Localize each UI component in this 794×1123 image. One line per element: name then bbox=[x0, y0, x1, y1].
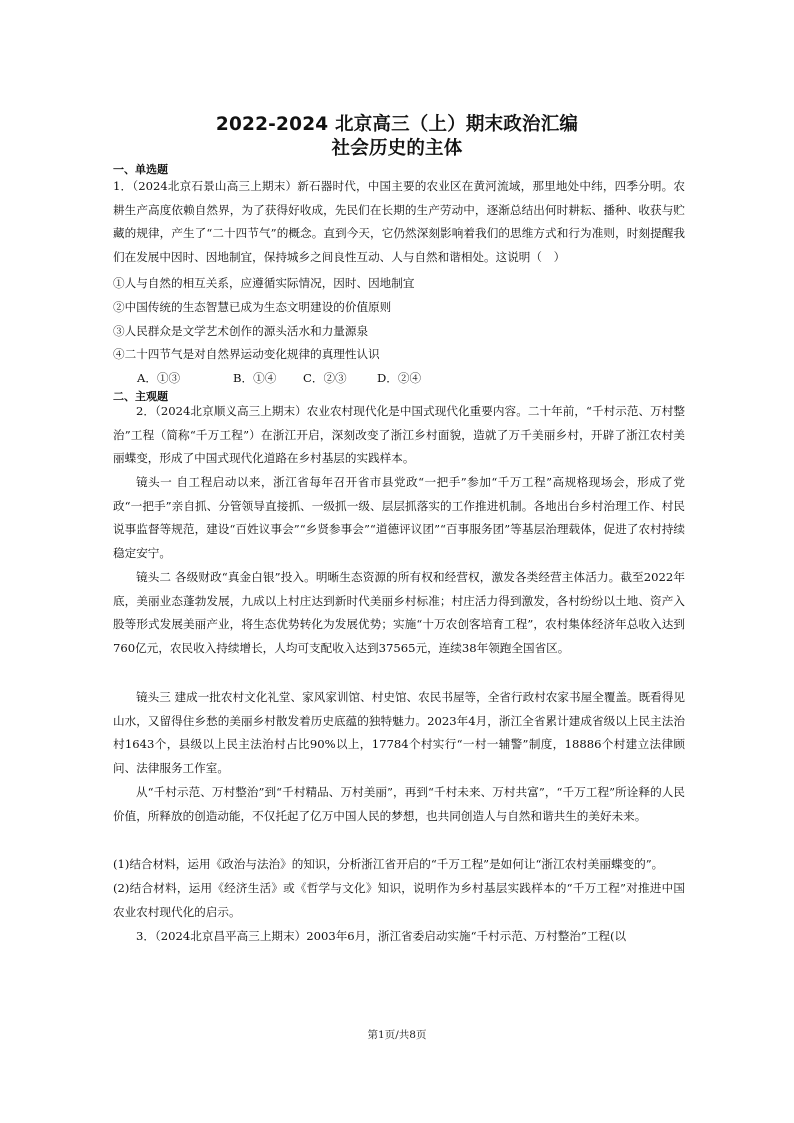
choice-c[interactable]: C．②③ bbox=[303, 371, 347, 385]
question-2-intro: 2．（2024北京顺义高三上期末）农业农村现代化是中国式现代化重要内容。二十年前，“千村示范、万村整治”工程（简称“千万工程”）在浙江开启，深刻改变了浙江乡村面貌，造就了万千美丽乡村，开辟了浙江农村美丽蝶变，形成了中国式现代化道路在乡村基层的实践样本。 bbox=[113, 404, 685, 466]
question-2-sub-1: (1)结合材料，运用《政治与法治》的知识，分析浙江省开启的“千万工程”是如何让“浙江农村美丽蝶变的”。 bbox=[113, 857, 664, 871]
question-2-summary: 从“千村示范、万村整治”到“千村精品、万村美丽”，再到“千村未来、万村共富”，“千万工程”所诠释的人民价值，所释放的创造动能，不仅托起了亿万中国人民的梦想，也共同创造人与自然和谐共生的美好未来。 bbox=[113, 785, 685, 823]
question-2-sub-2: (2)结合材料，运用《经济生活》或《哲学与文化》知识，说明作为乡村基层实践样本的“千万工程”对推进中国农业农村现代化的启示。 bbox=[113, 881, 685, 919]
document-subtitle: 社会历史的主体 bbox=[331, 138, 463, 159]
choice-b[interactable]: B．①④ bbox=[233, 371, 277, 385]
statement-3: ③人民群众是文学艺术创作的源头活水和力量源泉 bbox=[113, 324, 369, 338]
question-3-intro: 3．（2024北京昌平高三上期末）2003年6月，浙江省委启动实施“千村示范、万村整治”工程(以 bbox=[136, 929, 627, 943]
document-title: 2022-2024 北京高三（上）期末政治汇编 bbox=[215, 114, 579, 135]
statement-1: ①人与自然的相互关系，应遵循实际情况，因时、因地制宜 bbox=[113, 276, 415, 290]
choice-a[interactable]: A．①③ bbox=[137, 371, 181, 385]
question-2-lens-3: 镜头三 建成一批农村文化礼堂、家风家训馆、村史馆、农民书屋等，全省行政村农家书屋全覆盖。既看得见山水，又留得住乡愁的美丽乡村散发着历史底蕴的独特魅力。2023年4月，浙江全省累计建成省级以上民主法治村1643个，县级以上民主法治村占比90%以上，17784个村实行“一村一辅警”制度，18886个村建立法律顾问、法律服务工作室。 bbox=[113, 690, 685, 775]
question-1-text: 1．（2024北京石景山高三上期末）新石器时代，中国主要的农业区在黄河流域，那里地处中纬，四季分明。农耕生产高度依赖自然界，为了获得好收成，先民们在长期的生产劳动中，逐渐总结出何时耕耘、播种、收获与贮藏的规律，产生了“二十四节气”的概念。直到今天，它仍然深刻影响着我们的思维方式和行为准则，时刻提醒我们在发展中因时、因地制宜，保持城乡之间良性互动、人与自然和谐相处。这说明（ ） bbox=[113, 179, 685, 264]
question-2-lens-2: 镜头二 各级财政“真金白银”投入。明晰生态资源的所有权和经营权，激发各类经营主体活力。截至2022年底，美丽业态蓬勃发展，九成以上村庄达到新时代美丽乡村标准；村庄活力得到激发，各村纷纷以土地、资产入股等形式发展美丽产业，将生态优势转化为发展优势；实施“十万农创客培育工程”，农村集体经济年总收入达到760亿元，农民收入持续增长，人均可支配收入达到37565元，连续38年领跑全国省区。 bbox=[113, 570, 685, 655]
section-heading-subjective: 二、主观题 bbox=[113, 390, 168, 403]
page-number: 第1页/共8页 bbox=[367, 1029, 427, 1041]
answer-choices bbox=[137, 370, 537, 386]
choice-d[interactable]: D．②④ bbox=[377, 371, 422, 385]
question-2-lens-1: 镜头一 自工程启动以来，浙江省每年召开省市县党政“一把手”参加“千万工程”高规格现场会，形成了党政“一把手”亲自抓、分管领导直接抓、一级抓一级、层层抓落实的工作推进机制。各地出台乡村治理工作、村民说事监督等规范，建设“百姓议事会”“乡贤参事会”“道德评议团”“百事服务团”等基层治理载体，促进了农村持续稳定安宁。 bbox=[113, 475, 685, 560]
section-heading-single-choice: 一、单选题 bbox=[113, 163, 168, 176]
statement-2: ②中国传统的生态智慧已成为生态文明建设的价值原则 bbox=[113, 300, 392, 314]
statement-4: ④二十四节气是对自然界运动变化规律的真理性认识 bbox=[113, 347, 380, 361]
